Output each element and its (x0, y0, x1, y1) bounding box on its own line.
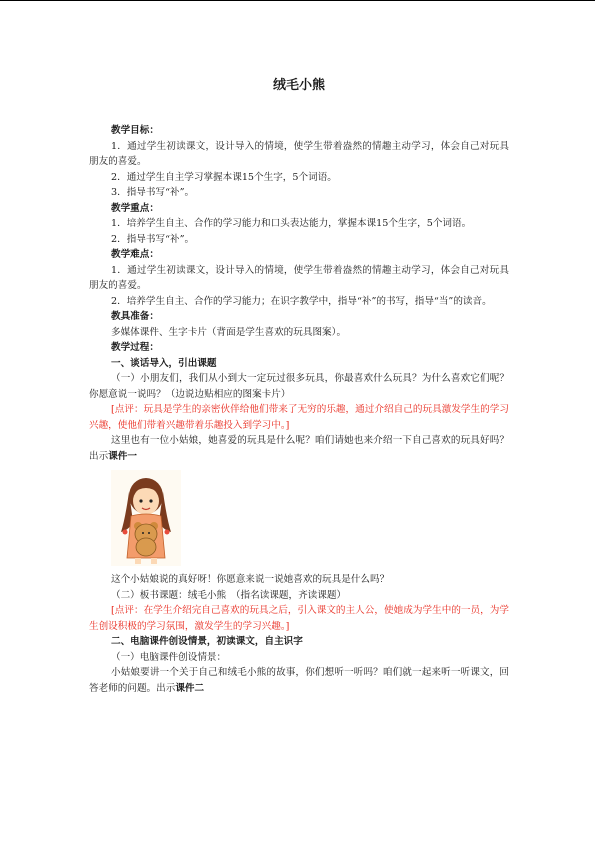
paragraph-text: 2．培养学生自主、合作的学习能力；在识字教学中，指导“补”的书写，指导“当”的读音。 (111, 295, 492, 307)
courseware-label: 课件一 (108, 450, 137, 462)
paragraph-text: 教学目标： (111, 125, 159, 136)
courseware-label: 课件二 (175, 682, 205, 694)
commentary-note (89, 603, 509, 634)
paragraph-text: 1．培养学生自主、合作的学习能力和口头表达能力，掌握本课15个生字，5个词语。 (111, 218, 472, 229)
paragraph-text: 二、电脑课件创设情景，初读课文，自主识字 (111, 636, 303, 647)
paragraph-text: 教学重点： (111, 202, 159, 214)
paragraph (89, 263, 509, 294)
commentary-note (89, 402, 509, 433)
paragraph-text: 2．指导书写“补”。 (111, 233, 195, 245)
paragraph-text: （一）电脑课件创设情景： (111, 651, 227, 663)
paragraph (89, 216, 509, 232)
paragraph (89, 232, 509, 248)
paragraph-text: 1．通过学生初读课文，设计导入的情境，使学生带着盎然的情趣主动学习，体会自己对玩具朋友的喜爱。 (89, 140, 509, 167)
section-heading (89, 634, 509, 650)
girl-with-teddy-bear-image (111, 470, 181, 566)
page-top-border (0, 0, 595, 1)
paragraph-text: 教学过程： (111, 342, 159, 353)
paragraph-text: 一、谈话导入，引出课题 (111, 357, 217, 369)
paragraph (89, 371, 509, 402)
section-heading (89, 309, 509, 325)
section-heading (89, 340, 509, 356)
section-heading (89, 201, 509, 217)
paragraph (89, 588, 509, 604)
paragraph-text: [点评：玩具是学生的亲密伙伴给他们带来了无穷的乐趣，通过介绍自己的玩具激发学生的学习兴趣，使他们带着兴趣带着乐趣投入到学习中。] (89, 404, 509, 431)
paragraph (89, 139, 509, 170)
paragraph-text: 这里也有一位小姑娘，她喜爱的玩具是什么呢？咱们请她也来介绍一下自己喜欢的玩具好吗？出示 (89, 435, 509, 462)
section-heading (89, 247, 509, 263)
paragraph-text: 这个小姑娘说的真好呀！你愿意来说一说她喜欢的玩具是什么吗？ (111, 574, 390, 585)
paragraph-text: 3．指导书写“补”。 (111, 187, 195, 198)
document-title: 绒毛小熊 (272, 78, 325, 93)
paragraph (89, 325, 509, 341)
paragraph (89, 294, 509, 310)
paragraph (89, 665, 509, 696)
paragraph-text: 2．通过学生自主学习掌握本课15个生字，5个词语。 (111, 171, 337, 183)
paragraph-text: 1．通过学生初读课文，设计导入的情境，使学生带着盎然的情趣主动学习，体会自己对玩具朋友的喜爱。 (89, 264, 509, 291)
section-heading (89, 356, 509, 372)
section-heading (89, 123, 509, 139)
paragraph-text: 多媒体课件、生字卡片（背面是学生喜欢的玩具图案）。 (111, 326, 347, 338)
paragraph-text: （一）小朋友们，我们从小到大一定玩过很多玩具，你最喜欢什么玩具？为什么喜欢它们呢？你愿意说一说吗？（边说边贴相应的图案卡片） (89, 373, 509, 400)
paragraph (89, 185, 509, 201)
paragraph (89, 650, 509, 666)
paragraph-text: 教具准备： (111, 311, 159, 322)
document-body (89, 76, 509, 696)
paragraph-text: 小姑娘要讲一个关于自己和绒毛小熊的故事，你们想听一听吗？咱们就一起来听一听课文，回答老师的问题。出示 (89, 667, 509, 694)
paragraph (89, 433, 509, 464)
document-content (89, 123, 509, 696)
paragraph (89, 572, 509, 588)
paragraph-text: 教学难点： (111, 249, 159, 260)
paragraph-text: [点评：在学生介绍完自己喜欢的玩具之后，引入课文的主人公，使她成为学生中的一员，为学生创设积极的学习氛围，激发学生的学习兴趣。] (89, 605, 509, 632)
paragraph (89, 170, 509, 186)
paragraph-text: （二）板书课题：绒毛小熊 （指名读课题，齐读课题） (111, 589, 347, 601)
